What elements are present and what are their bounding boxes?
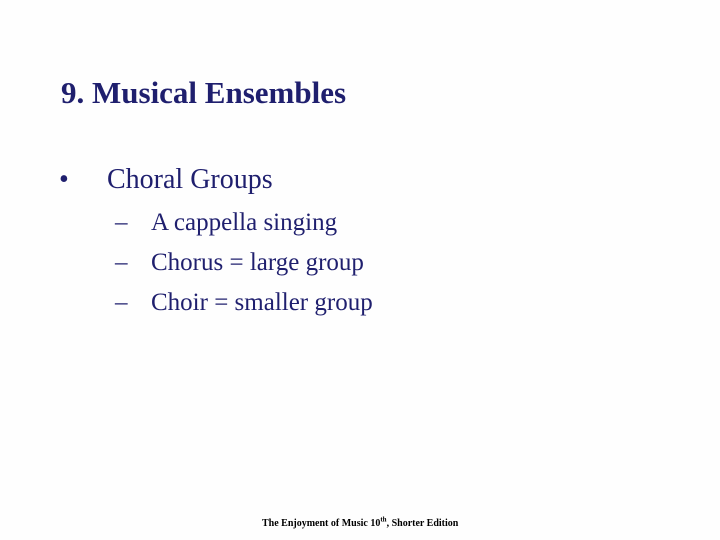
sub-bullet-text: A cappella singing <box>151 209 338 236</box>
sub-bullet-text: Choir = smaller group <box>151 289 373 316</box>
sub-bullet-text: Chorus = large group <box>151 249 364 276</box>
footer-citation <box>262 515 459 529</box>
footer-text-after: , Shorter Edition <box>386 518 459 529</box>
footer-superscript: th <box>380 515 387 524</box>
slide-title: 9. Musical Ensembles <box>61 75 347 110</box>
dash-icon: – <box>115 249 128 276</box>
bullet-icon: • <box>59 164 69 195</box>
footer-text-before: The Enjoyment of Music 10 <box>262 518 381 529</box>
dash-icon: – <box>115 289 128 316</box>
bullet-text: Choral Groups <box>107 164 273 195</box>
dash-icon: – <box>115 209 128 236</box>
